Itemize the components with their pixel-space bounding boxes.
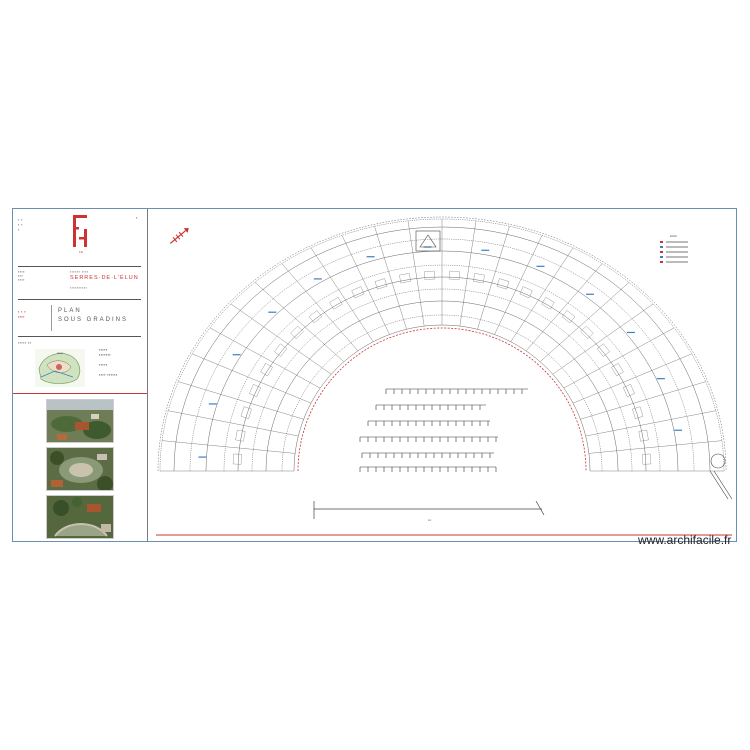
room-outline — [623, 384, 634, 396]
radial-wall — [494, 235, 542, 334]
project-caption: ▪▪▪▪▪▪▪▪▪▪ — [70, 285, 88, 290]
radial-wall — [162, 441, 295, 454]
aerial-photo-3 — [46, 495, 114, 539]
sheet-mark: ▪ — [136, 215, 138, 220]
radial-wall — [192, 354, 311, 403]
radial-wall — [460, 221, 476, 326]
arena-boundary — [298, 328, 586, 471]
map-caption: ▪▪▪▪▪ ▪▪ — [18, 340, 32, 345]
room-outline — [375, 279, 387, 290]
radial-wall — [168, 411, 298, 436]
divider — [18, 266, 141, 267]
legend-text-mark — [666, 242, 688, 243]
tier-arc — [266, 301, 618, 471]
legend-text-mark — [666, 262, 688, 263]
north-arrow-icon — [168, 226, 190, 246]
room-outline — [330, 297, 343, 309]
room-outline — [497, 279, 509, 290]
room-outline — [249, 384, 260, 396]
room-label-mark — [627, 332, 635, 333]
svg-text:▪▪▪: ▪▪▪ — [428, 518, 432, 522]
room-outline — [642, 454, 651, 464]
aerial-photo-2 — [46, 447, 114, 491]
radial-wall — [342, 235, 390, 334]
plan-title-line: PLAN — [58, 308, 82, 314]
floor-plan-drawing — [148, 209, 736, 541]
room-label-mark — [367, 256, 375, 257]
room-outline — [639, 430, 649, 441]
drawing-legend — [660, 234, 688, 263]
room-label-mark — [657, 378, 665, 379]
radial-wall — [231, 304, 331, 374]
radial-wall — [573, 354, 692, 403]
room-outline — [581, 326, 594, 339]
legend-text-mark — [666, 257, 688, 258]
room-outline — [542, 297, 555, 309]
project-meta: ▪▪▪▪ ▪▪▪ ▪▪▪▪ — [18, 269, 25, 282]
tribune-block — [416, 231, 440, 251]
radial-wall — [589, 441, 722, 454]
plan-title-line: SOUS GRADINS — [58, 317, 129, 323]
legend-swatch — [660, 251, 663, 253]
radial-wall — [178, 382, 303, 420]
room-label-mark — [586, 294, 594, 295]
drawing-sheet — [12, 208, 737, 542]
room-label-mark — [314, 278, 322, 279]
location-map — [35, 349, 85, 387]
radial-walls — [160, 219, 724, 471]
divider — [18, 299, 141, 300]
watermark-text: www.archifacile.fr — [638, 533, 732, 547]
site-label: SERRES·DE·L'ÉLUN — [70, 275, 139, 281]
legend-swatch — [660, 241, 663, 243]
room-outline — [473, 273, 484, 283]
radial-wall — [210, 328, 320, 388]
svg-text:FH: FH — [79, 250, 83, 254]
room-outline — [236, 430, 246, 441]
aerial-photo-1 — [46, 399, 114, 443]
logo-note: ▪ ▪ ▪ ▪ ▪ — [18, 217, 23, 232]
room-outline — [309, 310, 322, 322]
room-outline — [449, 271, 459, 280]
room-label-mark — [481, 250, 489, 251]
radial-wall — [586, 411, 716, 436]
room-outline — [291, 326, 304, 339]
project-sub: ▪▪▪▪▪▪ ▪▪▪▪ — [70, 269, 89, 274]
divider — [51, 305, 52, 331]
stair-detail — [710, 454, 732, 499]
dimension-line — [314, 501, 544, 522]
room-label-mark — [198, 456, 206, 457]
room-label-mark — [536, 266, 544, 267]
radial-wall — [311, 248, 373, 342]
central-seating-rows — [360, 389, 528, 472]
divider — [18, 336, 141, 337]
legend-swatch — [660, 261, 663, 263]
legend-swatch — [660, 246, 663, 248]
room-outline — [562, 310, 575, 322]
title-block — [13, 209, 148, 541]
radial-wall — [526, 264, 602, 351]
tier-arc — [294, 325, 590, 471]
firm-logo — [71, 213, 91, 255]
radial-wall — [282, 264, 358, 351]
legend-swatch — [660, 256, 663, 258]
room-label-mark — [674, 430, 682, 431]
room-outline — [597, 344, 609, 357]
radial-wall — [580, 382, 705, 420]
room-label-mark — [209, 403, 217, 404]
room-outline — [274, 344, 286, 357]
room-outline — [233, 454, 242, 464]
legend-text-mark — [666, 247, 688, 248]
divider — [13, 393, 147, 394]
svg-text:▪▪▪▪▪▪: ▪▪▪▪▪▪ — [670, 234, 677, 238]
radial-wall — [511, 248, 573, 342]
svg-text:▪▪▪▪▪▪: ▪▪▪▪▪▪ — [56, 351, 64, 355]
room-label-mark — [233, 354, 241, 355]
plan-title — [58, 307, 146, 325]
room-outline — [399, 273, 410, 283]
radial-wall — [553, 304, 653, 374]
legend-notes: ▪▪▪▪▪ ▪▪▪▪▪▪▪ ▪▪▪▪▪ ▪▪▪▪ ▪▪▪▪▪▪ — [99, 347, 118, 377]
room-outline — [424, 271, 434, 280]
phase-code: ▪ ▪ ▪ ▪▪▪▪ — [18, 309, 26, 319]
room-label-mark — [268, 312, 276, 313]
legend-text-mark — [666, 252, 688, 253]
